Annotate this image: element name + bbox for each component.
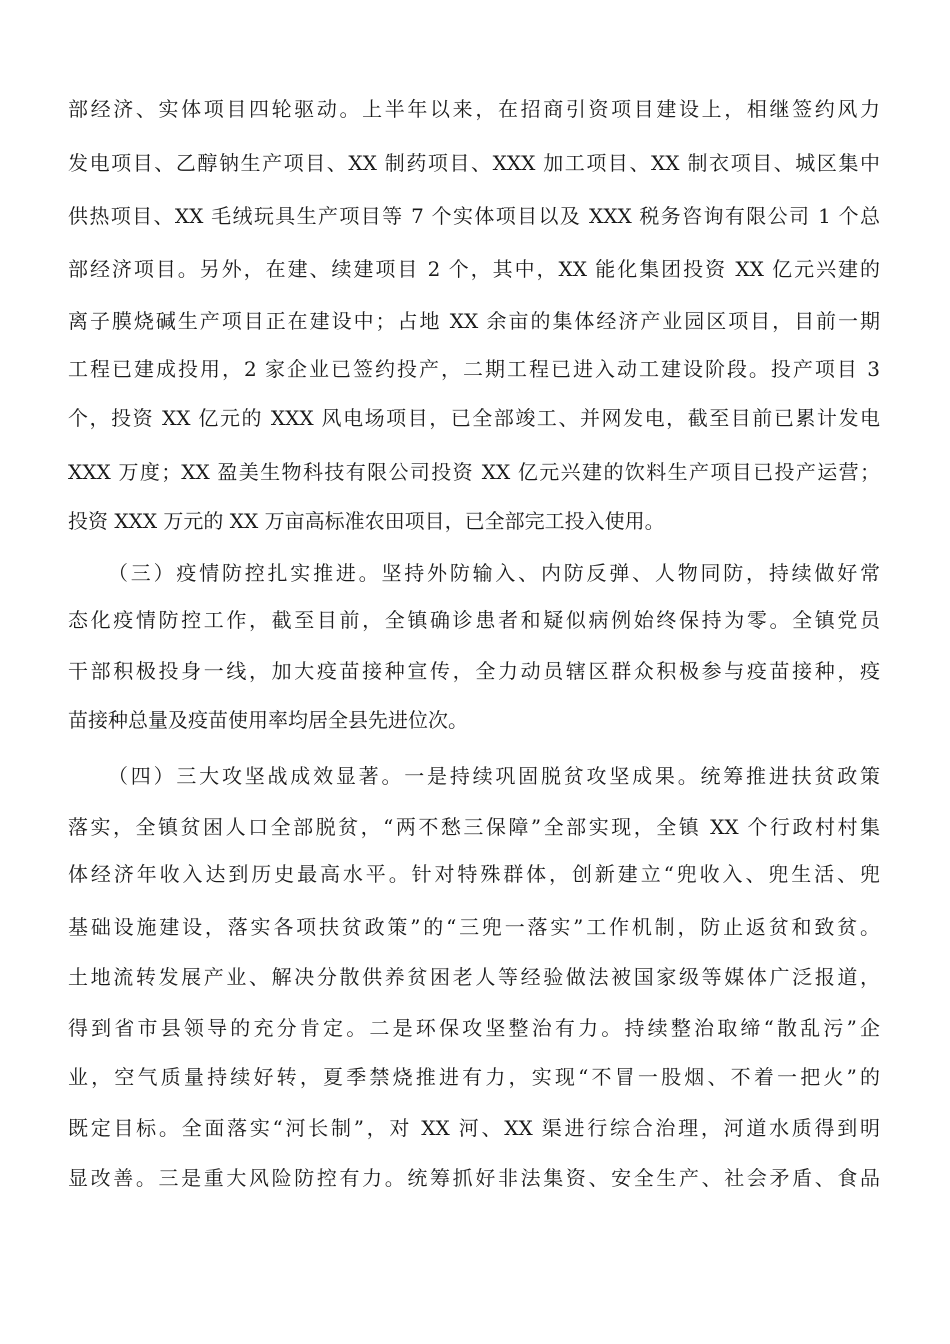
paragraph-heading-line: （四）三大攻坚战成效显著。一是持续巩固脱贫攻坚成果。统筹推进扶贫政策 — [108, 764, 880, 788]
text-line: 业，空气质量持续好转，夏季禁烧推进有力，实现“不冒一股烟、不着一把火”的 — [68, 1065, 880, 1089]
text-line: 体经济年收入达到历史最高水平。针对特殊群体，创新建立“兜收入、兜生活、兜 — [68, 862, 880, 886]
paragraph-heading-line: （三）疫情防控扎实推进。坚持外防输入、内防反弹、人物同防，持续做好常 — [108, 561, 880, 585]
text-line: 土地流转发展产业、解决分散供养贫困老人等经验做法被国家级等媒体广泛报道， — [68, 965, 880, 989]
text-line: 苗接种总量及疫苗使用率均居全县先进位次。 — [68, 708, 468, 732]
text-line: 投资 XXX 万元的 XX 万亩高标准农田项目，已全部完工投入使用。 — [68, 509, 665, 533]
text-line: 发电项目、乙醇钠生产项目、XX 制药项目、XXX 加工项目、XX 制衣项目、城区集中 — [68, 151, 880, 175]
text-line: 落实，全镇贫困人口全部脱贫，“两不愁三保障”全部实现，全镇 XX 个行政村村集 — [68, 815, 880, 839]
text-line: 部经济项目。另外，在建、续建项目 2 个，其中，XX 能化集团投资 XX 亿元兴建的 — [68, 257, 880, 281]
text-line: 显改善。三是重大风险防控有力。统筹抓好非法集资、安全生产、社会矛盾、食品 — [68, 1166, 880, 1190]
text-line: 部经济、实体项目四轮驱动。上半年以来，在招商引资项目建设上，相继签约风力 — [68, 97, 880, 121]
text-line: XXX 万度；XX 盈美生物科技有限公司投资 XX 亿元兴建的饮料生产项目已投产运营； — [68, 460, 880, 484]
text-line: 干部积极投身一线，加大疫苗接种宣传，全力动员辖区群众积极参与疫苗接种，疫 — [68, 659, 880, 683]
text-line: 得到省市县领导的充分肯定。二是环保攻坚整治有力。持续整治取缔“散乱污”企 — [68, 1016, 880, 1040]
text-line: 个，投资 XX 亿元的 XXX 风电场项目，已全部竣工、并网发电，截至目前已累计发电 — [68, 406, 880, 430]
text-line: 供热项目、XX 毛绒玩具生产项目等 7 个实体项目以及 XXX 税务咨询有限公司 1 个总 — [68, 204, 880, 228]
text-line: 基础设施建设，落实各项扶贫政策”的“三兜一落实”工作机制，防止返贫和致贫。 — [68, 915, 880, 939]
text-line: 离子膜烧碱生产项目正在建设中；占地 XX 余亩的集体经济产业园区项目，目前一期 — [68, 309, 880, 333]
text-line: 工程已建成投用，2 家企业已签约投产，二期工程已进入动工建设阶段。投产项目 3 — [68, 357, 880, 381]
text-line: 态化疫情防控工作，截至目前，全镇确诊患者和疑似病例始终保持为零。全镇党员 — [68, 608, 880, 632]
text-line: 既定目标。全面落实“河长制”，对 XX 河、XX 渠进行综合治理，河道水质得到明 — [68, 1116, 880, 1140]
